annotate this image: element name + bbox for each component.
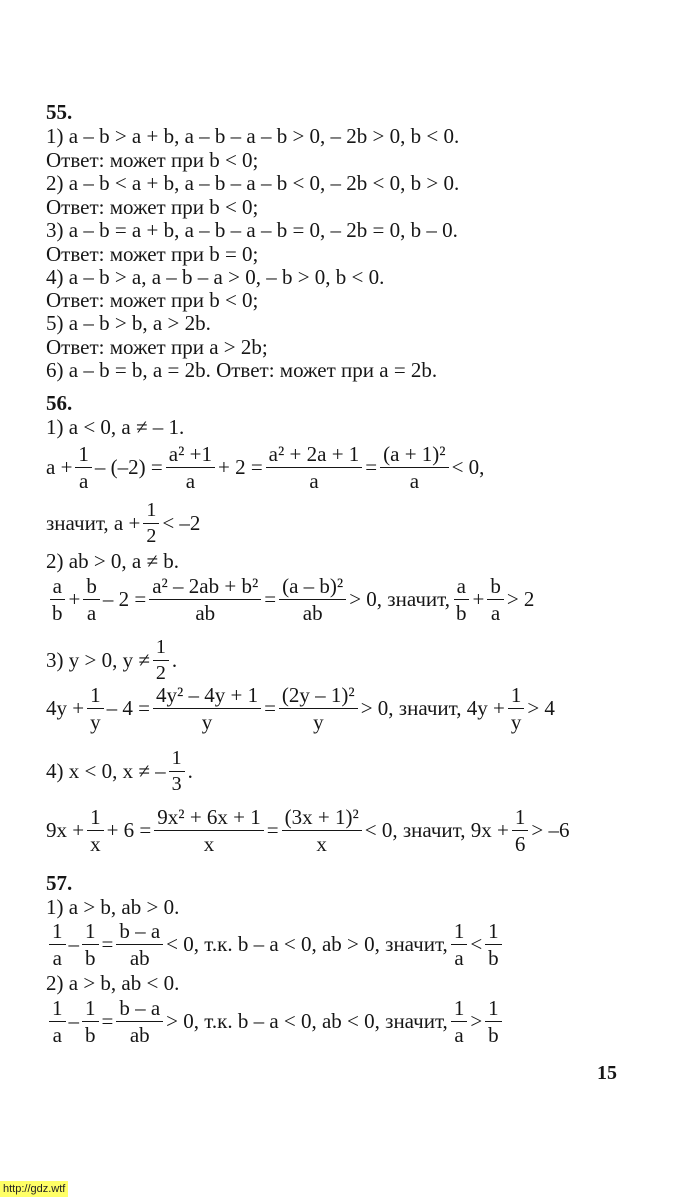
problem-57-case-2: 2) a > b, ab < 0.	[46, 971, 180, 995]
numerator: 9x² + 6x + 1	[154, 806, 263, 831]
problem-57-equation-2	[46, 997, 505, 1046]
eq-text: < 0, т.к. b – a < 0, ab > 0, значит,	[166, 932, 448, 957]
fraction	[279, 684, 358, 733]
numerator: 1	[87, 806, 104, 831]
denominator: x	[316, 832, 327, 857]
problem-55-line-5: 3) a – b = a + b, a – b – a – b = 0, – 2b = 0, b – 0.	[46, 218, 458, 242]
numerator: 1	[169, 748, 185, 772]
numerator: a² +1	[166, 443, 215, 468]
denominator: ab	[195, 601, 216, 626]
problem-55-line-8: Ответ: может при b < 0;	[46, 288, 259, 312]
fraction	[279, 575, 346, 624]
problem-55-line-3: 2) a – b < a + b, a – b – a – b < 0, – 2b < 0, b > 0.	[46, 171, 460, 195]
numerator: b – a	[116, 920, 163, 945]
problem-56-case-4	[46, 748, 193, 795]
numerator: 1	[87, 684, 104, 709]
eq-text: =	[266, 818, 279, 843]
numerator: b – a	[116, 997, 163, 1022]
fraction	[169, 748, 185, 795]
problem-57-number: 57.	[46, 871, 73, 895]
denominator: b	[488, 946, 499, 971]
fraction	[508, 684, 525, 733]
numerator: 1	[75, 443, 92, 468]
eq-text: + 6 =	[106, 818, 152, 843]
denominator: y	[510, 710, 522, 735]
eq-text: > 0, т.к. b – a < 0, ab < 0, значит,	[166, 1009, 448, 1034]
numerator: 1	[82, 997, 99, 1022]
eq-text: > 0, значит,	[349, 587, 450, 612]
numerator: 1	[512, 806, 529, 831]
eq-text: 4y +	[46, 696, 85, 721]
eq-text: >	[470, 1009, 483, 1034]
denominator: a	[52, 1023, 62, 1048]
fraction	[451, 920, 468, 969]
denominator: a	[79, 469, 89, 494]
numerator: 1	[485, 997, 502, 1022]
eq-text: > 2	[506, 587, 535, 612]
fraction	[49, 575, 66, 624]
eq-text: – 2 =	[102, 587, 147, 612]
eq-text: 9x +	[46, 818, 85, 843]
watermark-link[interactable]: http://gdz.wtf	[0, 1181, 68, 1197]
numerator: a	[454, 575, 469, 600]
denominator: ab	[129, 946, 150, 971]
page-number: 15	[597, 1062, 617, 1084]
denominator: a	[185, 469, 196, 494]
denominator: b	[85, 1023, 96, 1048]
numerator: (a – b)²	[279, 575, 346, 600]
numerator: 1	[153, 637, 169, 661]
numerator: 1	[49, 997, 66, 1022]
fraction	[266, 443, 363, 492]
numerator: (2y – 1)²	[279, 684, 358, 709]
problem-55-line-9: 5) a – b > b, a > 2b.	[46, 311, 211, 335]
denominator: a	[490, 601, 501, 626]
fraction	[82, 997, 99, 1046]
denominator: a	[52, 946, 62, 971]
problem-56-number: 56.	[46, 391, 73, 415]
denominator: b	[52, 601, 63, 626]
eq-text: =	[101, 1009, 114, 1034]
fraction	[380, 443, 448, 492]
fraction	[487, 575, 504, 624]
problem-55-line-7: 4) a – b > a, a – b – a > 0, – b > 0, b < 0.	[46, 265, 385, 289]
denominator: a	[309, 469, 319, 494]
numerator: 1	[508, 684, 525, 709]
fraction	[512, 806, 529, 855]
denominator: 2	[146, 525, 157, 547]
eq-text: =	[264, 696, 276, 721]
denominator: x	[203, 832, 215, 857]
problem-55-line-4: Ответ: может при b < 0;	[46, 195, 259, 219]
problem-56-equation-1	[46, 443, 484, 492]
denominator: a	[454, 1023, 464, 1048]
fraction	[485, 920, 502, 969]
denominator: 3	[171, 773, 182, 795]
denominator: y	[90, 710, 101, 735]
fraction	[116, 920, 163, 969]
eq-text: =	[365, 455, 378, 480]
denominator: a	[409, 469, 420, 494]
eq-text: < 0, значит, 9x +	[364, 818, 509, 843]
eq-text: +	[472, 587, 485, 612]
denominator: x	[90, 832, 101, 857]
eq-text: 3) y > 0, y ≠	[46, 648, 150, 672]
fraction	[83, 575, 100, 624]
denominator: a	[86, 601, 97, 626]
numerator: a² + 2a + 1	[266, 443, 363, 468]
problem-57-case-1: 1) a > b, ab > 0.	[46, 895, 180, 919]
fraction	[49, 997, 66, 1046]
eq-text: + 2 =	[217, 455, 263, 480]
numerator: b	[487, 575, 504, 600]
eq-text: – (–2) =	[94, 455, 163, 480]
denominator: b	[488, 1023, 499, 1048]
eq-text: > 4	[527, 696, 555, 721]
eq-text: > –6	[531, 818, 570, 843]
fraction	[282, 806, 362, 855]
denominator: ab	[129, 1023, 150, 1048]
problem-56-case-2: 2) ab > 0, a ≠ b.	[46, 549, 180, 573]
eq-text: > 0, значит, 4y +	[360, 696, 505, 721]
eq-text: < 0,	[451, 455, 485, 480]
fraction	[75, 443, 92, 492]
fraction	[49, 920, 66, 969]
eq-text: <	[470, 932, 483, 957]
problem-56-equation-2	[46, 575, 534, 624]
eq-text: –	[68, 1009, 79, 1034]
problem-57-equation-1	[46, 920, 505, 969]
denominator: y	[201, 710, 213, 735]
fraction	[451, 997, 468, 1046]
problem-56-equation-4	[46, 806, 569, 855]
eq-text: =	[264, 587, 277, 612]
fraction	[87, 684, 104, 733]
eq-text: +	[68, 587, 81, 612]
eq-text: 4) x < 0, x ≠ –	[46, 759, 166, 783]
fraction	[82, 920, 99, 969]
denominator: ab	[302, 601, 323, 626]
numerator: 1	[451, 920, 468, 945]
denominator: b	[455, 601, 467, 626]
problem-55-line-6: Ответ: может при b = 0;	[46, 242, 259, 266]
fraction	[87, 806, 104, 855]
numerator: 1	[82, 920, 99, 945]
problem-56-conclusion-1	[46, 500, 200, 547]
denominator: b	[85, 946, 96, 971]
denominator: a	[454, 946, 464, 971]
numerator: 4y² – 4y + 1	[153, 684, 261, 709]
problem-55-line-11: 6) a – b = b, a = 2b. Ответ: может при a = 2b.	[46, 358, 438, 382]
numerator: 1	[485, 920, 502, 945]
numerator: a² – 2ab + b²	[149, 575, 261, 600]
problem-56-case-3	[46, 637, 177, 684]
fraction	[485, 997, 502, 1046]
problem-55-number: 55.	[46, 100, 73, 124]
fraction	[154, 806, 263, 855]
denominator: 2	[155, 662, 166, 684]
problem-55-line-2: Ответ: может при b < 0;	[46, 148, 259, 172]
fraction	[166, 443, 215, 492]
fraction	[143, 500, 159, 547]
eq-text: .	[187, 759, 193, 783]
eq-text: –	[68, 932, 79, 957]
eq-text: значит, a +	[46, 511, 141, 535]
numerator: b	[83, 575, 100, 600]
problem-56-case-1: 1) a < 0, a ≠ – 1.	[46, 415, 185, 439]
fraction	[453, 575, 470, 624]
eq-text: .	[171, 648, 178, 672]
fraction	[153, 637, 169, 684]
fraction	[149, 575, 261, 624]
numerator: 1	[451, 997, 468, 1022]
numerator: (a + 1)²	[380, 443, 448, 468]
numerator: (3x + 1)²	[282, 806, 362, 831]
fraction	[153, 684, 261, 733]
denominator: 6	[514, 832, 526, 857]
eq-text: – 4 =	[106, 696, 150, 721]
denominator: y	[313, 710, 324, 735]
problem-56-equation-3	[46, 684, 555, 733]
problem-55-line-1: 1) a – b > a + b, a – b – a – b > 0, – 2b > 0, b < 0.	[46, 124, 460, 148]
eq-text: a +	[46, 455, 73, 480]
numerator: a	[50, 575, 65, 600]
numerator: 1	[143, 500, 159, 524]
eq-text: =	[101, 932, 114, 957]
problem-55-line-10: Ответ: может при a > 2b;	[46, 335, 268, 359]
eq-text: < –2	[162, 511, 201, 535]
numerator: 1	[49, 920, 66, 945]
fraction	[116, 997, 163, 1046]
